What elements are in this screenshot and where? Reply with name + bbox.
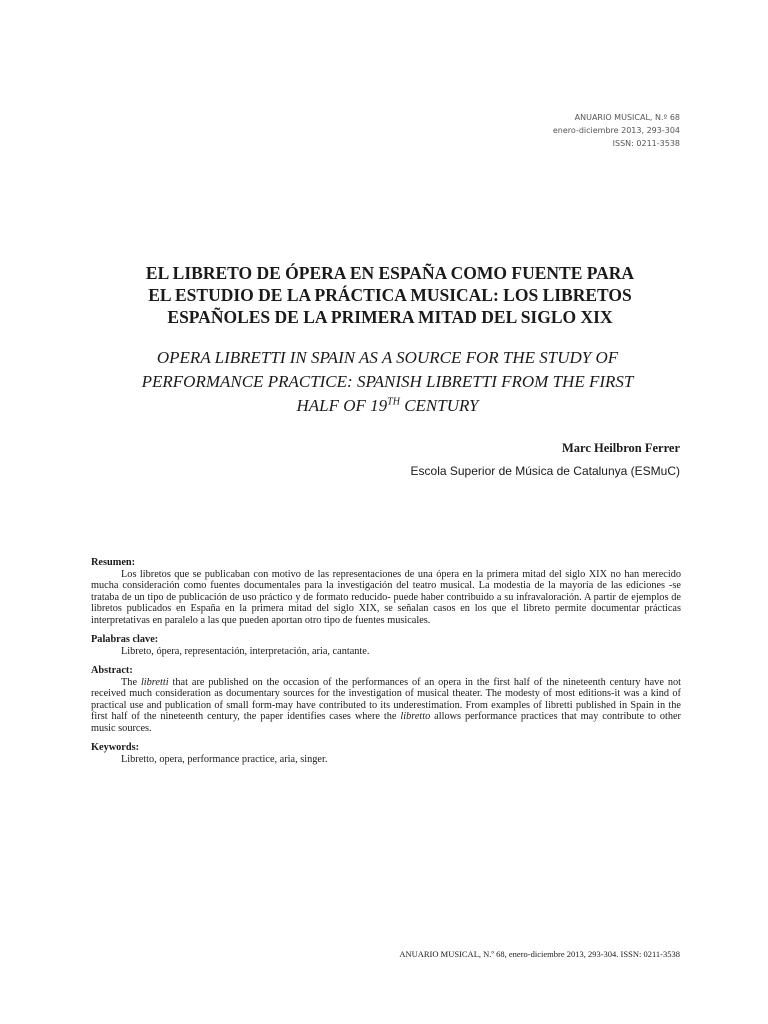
- english-title-line: [105, 394, 670, 418]
- journal-issue-dates: enero-diciembre 2013, 293-304: [552, 126, 680, 135]
- spanish-title-line: EL ESTUDIO DE LA PRÁCTICA MUSICAL: LOS LIBRETOS: [148, 285, 632, 305]
- keywords-heading: Keywords:: [91, 742, 140, 753]
- english-title-line: PERFORMANCE PRACTICE: SPANISH LIBRETTI FROM THE FIRST: [141, 372, 634, 391]
- keywords-text: Libretto, opera, performance practice, aria, singer.: [121, 753, 328, 765]
- english-title: [105, 346, 670, 418]
- keywords-block: [91, 742, 681, 765]
- abstract-block: [91, 665, 681, 734]
- english-title-line: OPERA LIBRETTI IN SPAIN AS A SOURCE FOR THE STUDY OF: [156, 348, 619, 367]
- spanish-title-line: ESPAÑOLES DE LA PRIMERA MITAD DEL SIGLO XIX: [167, 307, 613, 327]
- journal-issn: ISSN: 0211-3538: [612, 139, 680, 148]
- resumen-block: [91, 557, 681, 626]
- abstract-emphasis: libretti: [140, 676, 169, 688]
- author-name: Marc Heilbron Ferrer: [561, 441, 680, 455]
- spanish-title-line: EL LIBRETO DE ÓPERA EN ESPAÑA COMO FUENTE PARA: [145, 263, 635, 283]
- ordinal-superscript: TH: [387, 396, 400, 408]
- page-footer: [399, 949, 680, 959]
- spanish-title: [110, 262, 670, 328]
- author-affiliation: Escola Superior de Música de Catalunya (ESMuC): [410, 464, 680, 478]
- palabras-clave-block: [91, 634, 681, 657]
- abstract-heading: Abstract:: [91, 665, 133, 676]
- palabras-clave-text: Libreto, ópera, representación, interpretación, aria, cantante.: [121, 645, 370, 657]
- journal-header: [553, 111, 680, 150]
- abstract-text-part: that are published on the occasion of the performances of an opera in the first half of the nineteenth century have not received much consideration as documentary sources for the investigation of musical theater. The modesty of most editions-it was a kind of practical use and publication of small form-may have contributed to its underestimation. From examples of libretti published in Spain in the first half of the nineteenth century, the paper identifies cases where the: [91, 676, 681, 722]
- resumen-heading: Resumen:: [91, 557, 136, 568]
- abstract-text-part: The: [121, 676, 141, 688]
- journal-name: ANUARIO MUSICAL, N.º 68: [574, 113, 680, 122]
- abstracts-section: [91, 557, 681, 773]
- resumen-text: Los libretos que se publicaban con motivo de las representaciones de una ópera en la primera mitad del siglo XIX no han merecido mucha consideración como fuentes documentales para la investigación del teatro musical. La modestia de la mayoría de las ediciones -se trataba de un tipo de publicación de uso práctico y de formato reducido- puede haber contribuido a su infravaloración. A partir de ejemplos de libretos publicados en España en la primera mitad del siglo XIX, se señalan casos en los que el libreto permite documentar prácticas interpretativas en paralelo a las que pueden aportan otro tipo de fuentes musicales.: [91, 568, 681, 626]
- abstract-text-part: allows performance practices that may contribute to other music sources.: [91, 711, 681, 734]
- footer-citation: , N.º 68, enero-diciembre 2013, 293-304. ISSN: 0211-3538: [478, 949, 680, 959]
- english-title-text: CENTURY: [399, 396, 479, 415]
- palabras-clave-heading: Palabras clave:: [91, 634, 159, 645]
- footer-journal: ANUARIO MUSICAL: [399, 949, 479, 959]
- abstract-emphasis: libretto: [400, 711, 431, 722]
- english-title-text: HALF OF 19: [296, 396, 388, 415]
- abstract-text: [91, 677, 681, 735]
